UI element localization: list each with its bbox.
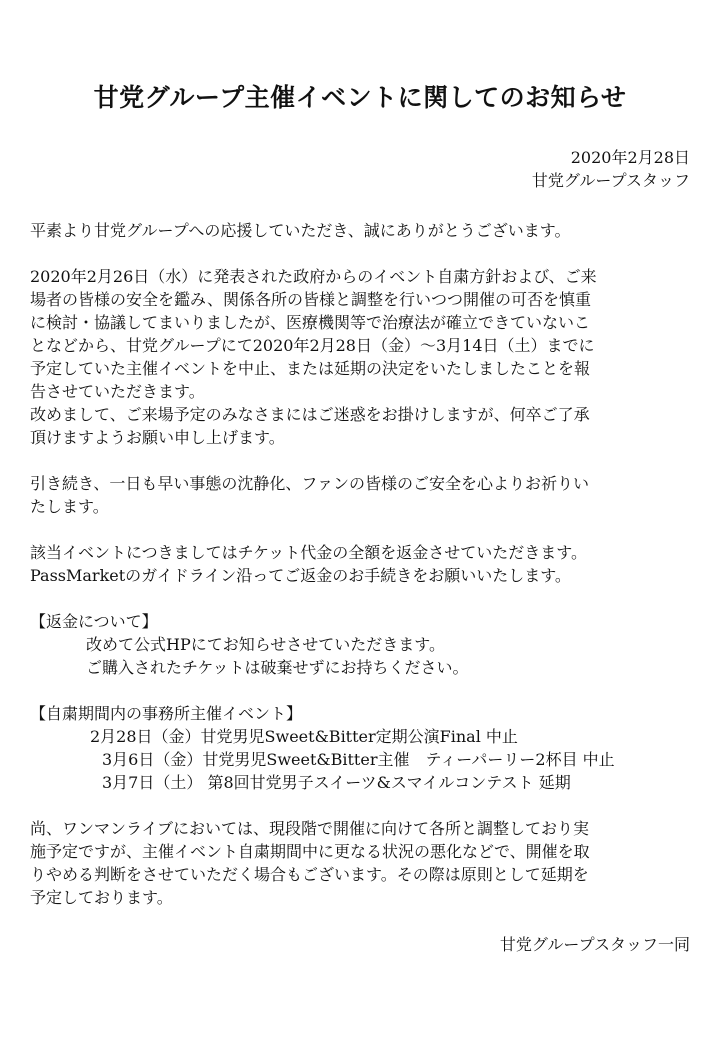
events-heading: 【自粛期間内の事務所主催イベント】 (30, 704, 303, 723)
paragraph-line: 予定していた主催イベントを中止、または延期の決定をいたしましたことを報 (30, 359, 591, 378)
paragraph-line: に検討・協議してまいりましたが、医療機関等で治療法が確立できていないこ (30, 313, 591, 332)
paragraph-line: 該当イベントにつきましてはチケット代金の全額を返金させていただきます。 (30, 543, 587, 562)
greeting-line: 平素より甘党グループへの応援していただき、誠にありがとうございます。 (30, 221, 571, 240)
paragraph-announcement (30, 265, 690, 449)
paragraph-line: 予定しております。 (30, 888, 173, 907)
paragraph-line: 告させていただきます。 (30, 382, 205, 401)
event-item: 3月7日（土） 第8回甘党男子スイーツ&スマイルコンテスト 延期 (102, 773, 571, 792)
paragraph-refund-notice (30, 541, 690, 587)
paragraph-wishes (30, 472, 690, 518)
refund-line: 改めて公式HPにてお知らせさせていただきます。 (86, 635, 445, 654)
paragraph-live-notice (30, 817, 690, 909)
paragraph-line: 場者の皆様の安全を鑑み、関係各所の皆様と調整を行いつつ開催の可否を慎重 (30, 290, 591, 309)
refund-heading: 【返金について】 (30, 612, 158, 631)
paragraph-line: たします。 (30, 497, 109, 516)
paragraph-line: 引き続き、一日も早い事態の沈静化、ファンの皆様のご安全を心よりお祈りい (30, 474, 590, 493)
paragraph-line: 施予定ですが、主催イベント自粛期間中に更なる状況の悪化などで、開催を取 (30, 842, 590, 861)
signature: 甘党グループスタッフ一同 (499, 935, 690, 954)
paragraph-line: 改めまして、ご来場予定のみなさまにはご迷惑をお掛けしますが、何卒ご了承 (30, 405, 590, 424)
author: 甘党グループスタッフ (531, 171, 690, 190)
paragraph-line: りやめる判断をさせていただく場合もございます。その際は原則として延期を (30, 865, 589, 884)
paragraph-line: 2020年2月26日（水）に発表された政府からのイベント自粛方針および、ご来 (30, 267, 597, 286)
paragraph-line: 尚、ワンマンライブにおいては、現段階で開催に向けて各所と調整しており実 (30, 819, 590, 838)
date: 2020年2月28日 (570, 148, 690, 167)
events-section (30, 702, 690, 794)
greeting (30, 219, 690, 242)
header-info (30, 146, 690, 192)
refund-section (30, 610, 690, 679)
refund-line: ご購入されたチケットは破棄せずにお持ちください。 (86, 658, 469, 677)
event-item: 3月6日（金）甘党男児Sweet&Bitter主催 ティーパーリー2杯目 中止 (102, 750, 615, 769)
paragraph-line: PassMarketのガイドライン沿ってご返金のお手続きをお願いいたします。 (30, 566, 571, 585)
event-item: 2月28日（金）甘党男児Sweet&Bitter定期公演Final 中止 (90, 727, 518, 746)
paragraph-line: 頂けますようお願い申し上げます。 (30, 428, 285, 447)
page-title: 甘党グループ主催イベントに関してのお知らせ (93, 83, 627, 112)
paragraph-line: となどから、甘党グループにて2020年2月28日（金）～3月14日（土）までに (30, 336, 595, 355)
